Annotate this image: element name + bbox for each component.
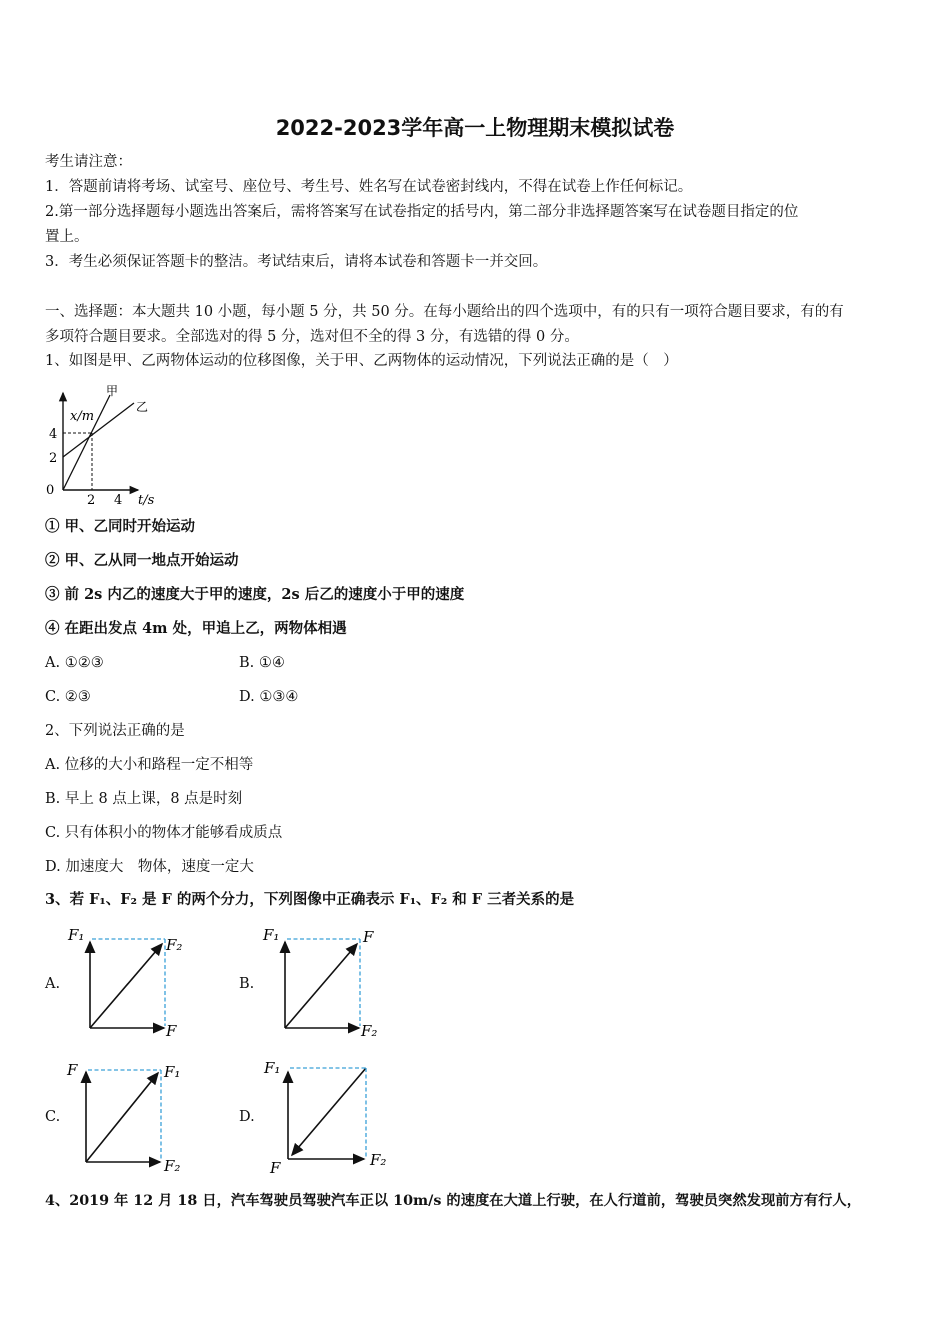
question-2-stem: 2、下列说法正确的是 bbox=[45, 723, 185, 739]
q1-option-b[interactable]: B. ①④ bbox=[239, 655, 285, 671]
q3-option-a-letter[interactable]: A. bbox=[45, 976, 61, 992]
label-jia: 甲 bbox=[106, 384, 119, 398]
origin-label: 0 bbox=[46, 483, 55, 498]
label-yi: 乙 bbox=[136, 400, 149, 414]
q1-statement: ④ 在距出发点 4m 处，甲追上乙，两物体相遇 bbox=[45, 620, 347, 637]
x-tick-4: 4 bbox=[114, 493, 123, 508]
label-bottom-right: F₂ bbox=[164, 1157, 181, 1175]
q1-statement: ② 甲、乙从同一地点开始运动 bbox=[45, 552, 239, 569]
y-axis-label: x/m bbox=[70, 409, 95, 424]
question-3-stem: 3、若 F₁、F₂ 是 F 的两个分力，下列图像中正确表示 F₁、F₂ 和 F 三者关系的是 bbox=[45, 891, 575, 908]
label-top-right: F₂ bbox=[166, 936, 183, 954]
q3-option-c-letter[interactable]: C. bbox=[45, 1109, 61, 1125]
label-top-left: F bbox=[67, 1061, 78, 1079]
label-top-left: F₁ bbox=[264, 1059, 281, 1077]
question-1-stem: 1、如图是甲、乙两物体运动的位移图像，关于甲、乙两物体的运动情况，下列说法正确的是（ ） bbox=[45, 353, 678, 369]
q1-statement: ③ 前 2s 内乙的速度大于甲的速度，2s 后乙的速度小于甲的速度 bbox=[45, 586, 465, 603]
label-bottom-right: F₂ bbox=[370, 1151, 387, 1169]
page-title: 2022-2023学年高一上物理期末模拟试卷 bbox=[275, 116, 675, 140]
q3-option-b-letter[interactable]: B. bbox=[239, 976, 255, 992]
q2-option-b[interactable]: B. 早上 8 点上课，8 点是时刻 bbox=[45, 791, 243, 807]
notice-item: 置上。 bbox=[45, 229, 89, 245]
label-top-right: F bbox=[363, 928, 374, 946]
label-bottom-right: F₂ bbox=[361, 1022, 378, 1040]
y-tick-4: 4 bbox=[49, 427, 58, 442]
section-instructions: 一、选择题：本大题共 10 小题，每小题 5 分，共 50 分。在每小题给出的四个选项中，有的只有一项符合题目要求，有的有 bbox=[45, 304, 844, 320]
x-axis-label: t/s bbox=[138, 493, 155, 508]
q1-option-c[interactable]: C. ②③ bbox=[45, 689, 91, 705]
y-tick-2: 2 bbox=[49, 451, 58, 466]
question-4-stem: 4、2019 年 12 月 18 日，汽车驾驶员驾驶汽车正以 10m/s 的速度在大道上行驶，在人行道前，驾驶员突然发现前方有行人， bbox=[45, 1193, 862, 1209]
q1-option-a[interactable]: A. ①②③ bbox=[45, 655, 104, 671]
x-tick-2: 2 bbox=[87, 493, 96, 508]
q3-diagram-b[interactable] bbox=[257, 920, 387, 1040]
notice-item: 2.第一部分选择题每小题选出答案后，需将答案写在试卷指定的括号内，第二部分非选择题答案写在试卷题目指定的位 bbox=[45, 204, 799, 220]
label-top-left: F₁ bbox=[68, 926, 85, 944]
q3-diagram-d[interactable] bbox=[260, 1055, 395, 1177]
q2-option-d[interactable]: D. 加速度大 物体，速度一定大 bbox=[45, 859, 254, 875]
q3-diagram-c[interactable] bbox=[58, 1055, 188, 1175]
notice-item: 3．考生必须保证答题卡的整洁。考试结束后，请将本试卷和答题卡一并交回。 bbox=[45, 254, 548, 270]
label-bottom-right: F bbox=[166, 1022, 177, 1040]
q3-option-d-letter[interactable]: D. bbox=[239, 1109, 255, 1125]
notice-heading: 考生请注意： bbox=[45, 154, 132, 170]
label-top-left: F₁ bbox=[263, 926, 280, 944]
q3-diagram-a[interactable] bbox=[62, 920, 192, 1040]
label-top-right: F₁ bbox=[164, 1063, 181, 1081]
label-bottom-left: F bbox=[270, 1159, 281, 1177]
q1-xt-graph bbox=[40, 383, 170, 508]
q2-option-a[interactable]: A. 位移的大小和路程一定不相等 bbox=[45, 757, 254, 773]
notice-item: 1．答题前请将考场、试室号、座位号、考生号、姓名写在试卷密封线内，不得在试卷上作任何标记。 bbox=[45, 179, 693, 195]
q1-statement: ① 甲、乙同时开始运动 bbox=[45, 518, 196, 535]
q2-option-c[interactable]: C. 只有体积小的物体才能够看成质点 bbox=[45, 825, 283, 841]
section-instructions: 多项符合题目要求。全部选对的得 5 分，选对但不全的得 3 分，有选错的得 0 分。 bbox=[45, 329, 579, 345]
q1-option-d[interactable]: D. ①③④ bbox=[239, 689, 299, 705]
